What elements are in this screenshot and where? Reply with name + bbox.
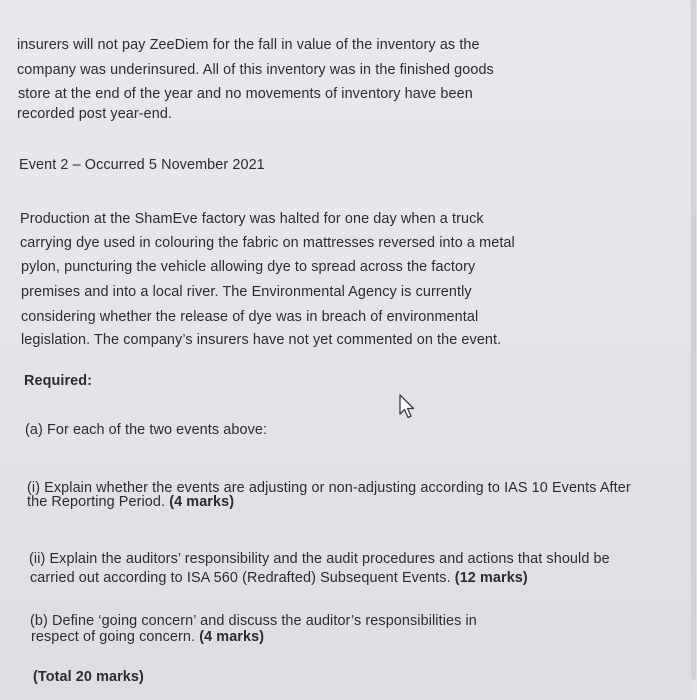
part-i-marks: (4 marks) — [169, 494, 235, 510]
total-marks: (Total 20 marks) — [33, 669, 144, 685]
event1-line-4: recorded post year-end. — [17, 106, 173, 122]
event2-line-1: Production at the ShamEve factory was halted for one day when a truck — [20, 211, 484, 227]
part-b-line-1: (b) Define ‘going concern’ and discuss the auditor’s responsibilities in — [30, 613, 477, 629]
part-i-line-1: (i) Explain whether the events are adjusting or non-adjusting according to IAS 10 Events After — [27, 480, 631, 496]
event2-line-6: legislation. The company’s insurers have not yet commented on the event. — [21, 332, 502, 348]
part-i-text: the Reporting Period. — [27, 494, 166, 510]
event2-line-4: premises and into a local river. The Environmental Agency is currently — [21, 284, 472, 300]
part-ii-line-1: (ii) Explain the auditors’ responsibility and the audit procedures and actions that should be — [29, 551, 610, 567]
part-i-line-2 — [27, 494, 234, 510]
event1-line-1: insurers will not pay ZeeDiem for the fall in value of the inventory as the — [17, 37, 480, 53]
event2-line-2: carrying dye used in colouring the fabric on mattresses reversed into a metal — [20, 235, 515, 251]
part-ii-text: carried out according to ISA 560 (Redrafted) Subsequent Events. — [30, 570, 451, 586]
event2-heading: Event 2 – Occurred 5 November 2021 — [19, 157, 265, 173]
part-ii-line-2 — [30, 570, 528, 586]
event2-line-3: pylon, puncturing the vehicle allowing dye to spread across the factory — [21, 259, 476, 275]
event1-line-3: store at the end of the year and no movements of inventory have been — [18, 86, 473, 102]
part-ii-marks: (12 marks) — [454, 570, 528, 586]
part-b-line-2 — [31, 629, 264, 645]
part-a: (a) For each of the two events above: — [25, 422, 268, 438]
scrollbar-thumb[interactable] — [691, 0, 696, 680]
event2-line-5: considering whether the release of dye was in breach of environmental — [21, 309, 479, 325]
mouse-pointer-icon — [398, 394, 416, 420]
part-b-text: respect of going concern. — [31, 629, 196, 645]
required-heading: Required: — [24, 373, 93, 389]
part-b-marks: (4 marks) — [199, 629, 265, 645]
scrollbar[interactable] — [690, 0, 697, 700]
event1-line-2: company was underinsured. All of this inventory was in the finished goods — [17, 62, 494, 78]
